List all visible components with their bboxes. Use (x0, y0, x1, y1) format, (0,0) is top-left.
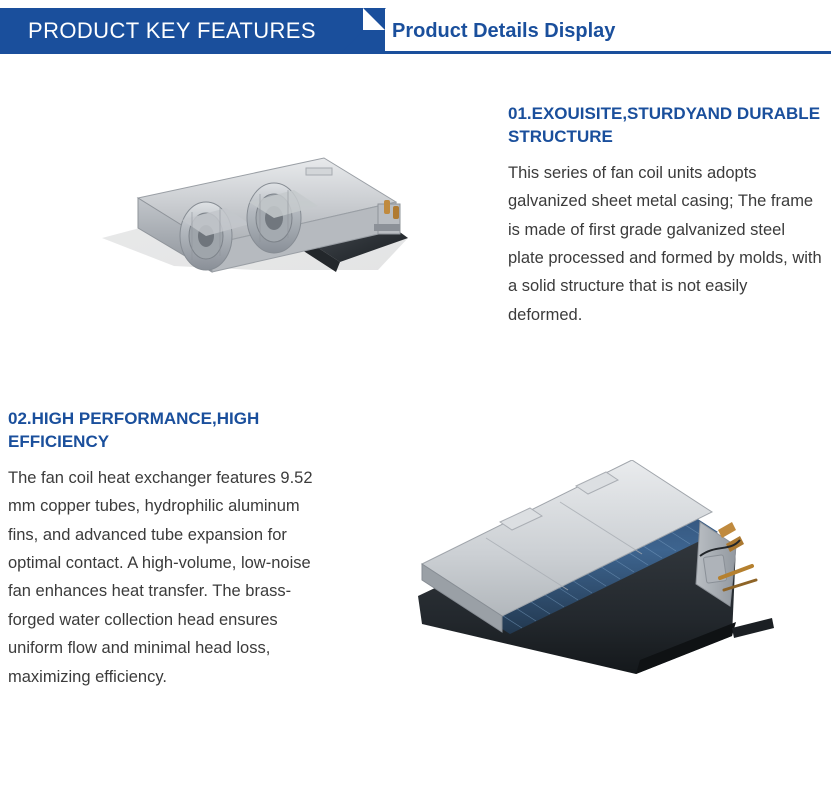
feature-2-text (8, 408, 326, 691)
feature-2-body: The fan coil heat exchanger features 9.52 mm copper tubes, hydrophilic aluminum fins, and advanced tube expansion for optimal contact. A high-volume, low-noise fan enhances heat transfer. The brass-forged water collection head ensures uniform flow and minimal head loss, maximizing efficiency. (8, 468, 313, 686)
feature-2-image (400, 460, 800, 700)
fan-coil-unit-casing-icon (78, 120, 458, 320)
feature-2-title: 02.HIGH PERFORMANCE,HIGH EFFICIENCY (8, 409, 260, 451)
page-title: PRODUCT KEY FEATURES (28, 18, 316, 43)
feature-1-title: 01.EXOUISITE,STURDYAND DURABLE STRUCTURE (508, 104, 821, 146)
page-header (0, 0, 831, 62)
page-subtitle: Product Details Display (392, 20, 616, 42)
feature-1-text (508, 103, 824, 329)
feature-1-image (78, 120, 458, 320)
fan-coil-heat-exchanger-icon (400, 460, 800, 700)
feature-1-body: This series of fan coil units adopts galvanized sheet metal casing; The frame is made of first grade galvanized steel plate processed and formed by molds, with a solid structure that is not easily deformed. (508, 163, 822, 324)
